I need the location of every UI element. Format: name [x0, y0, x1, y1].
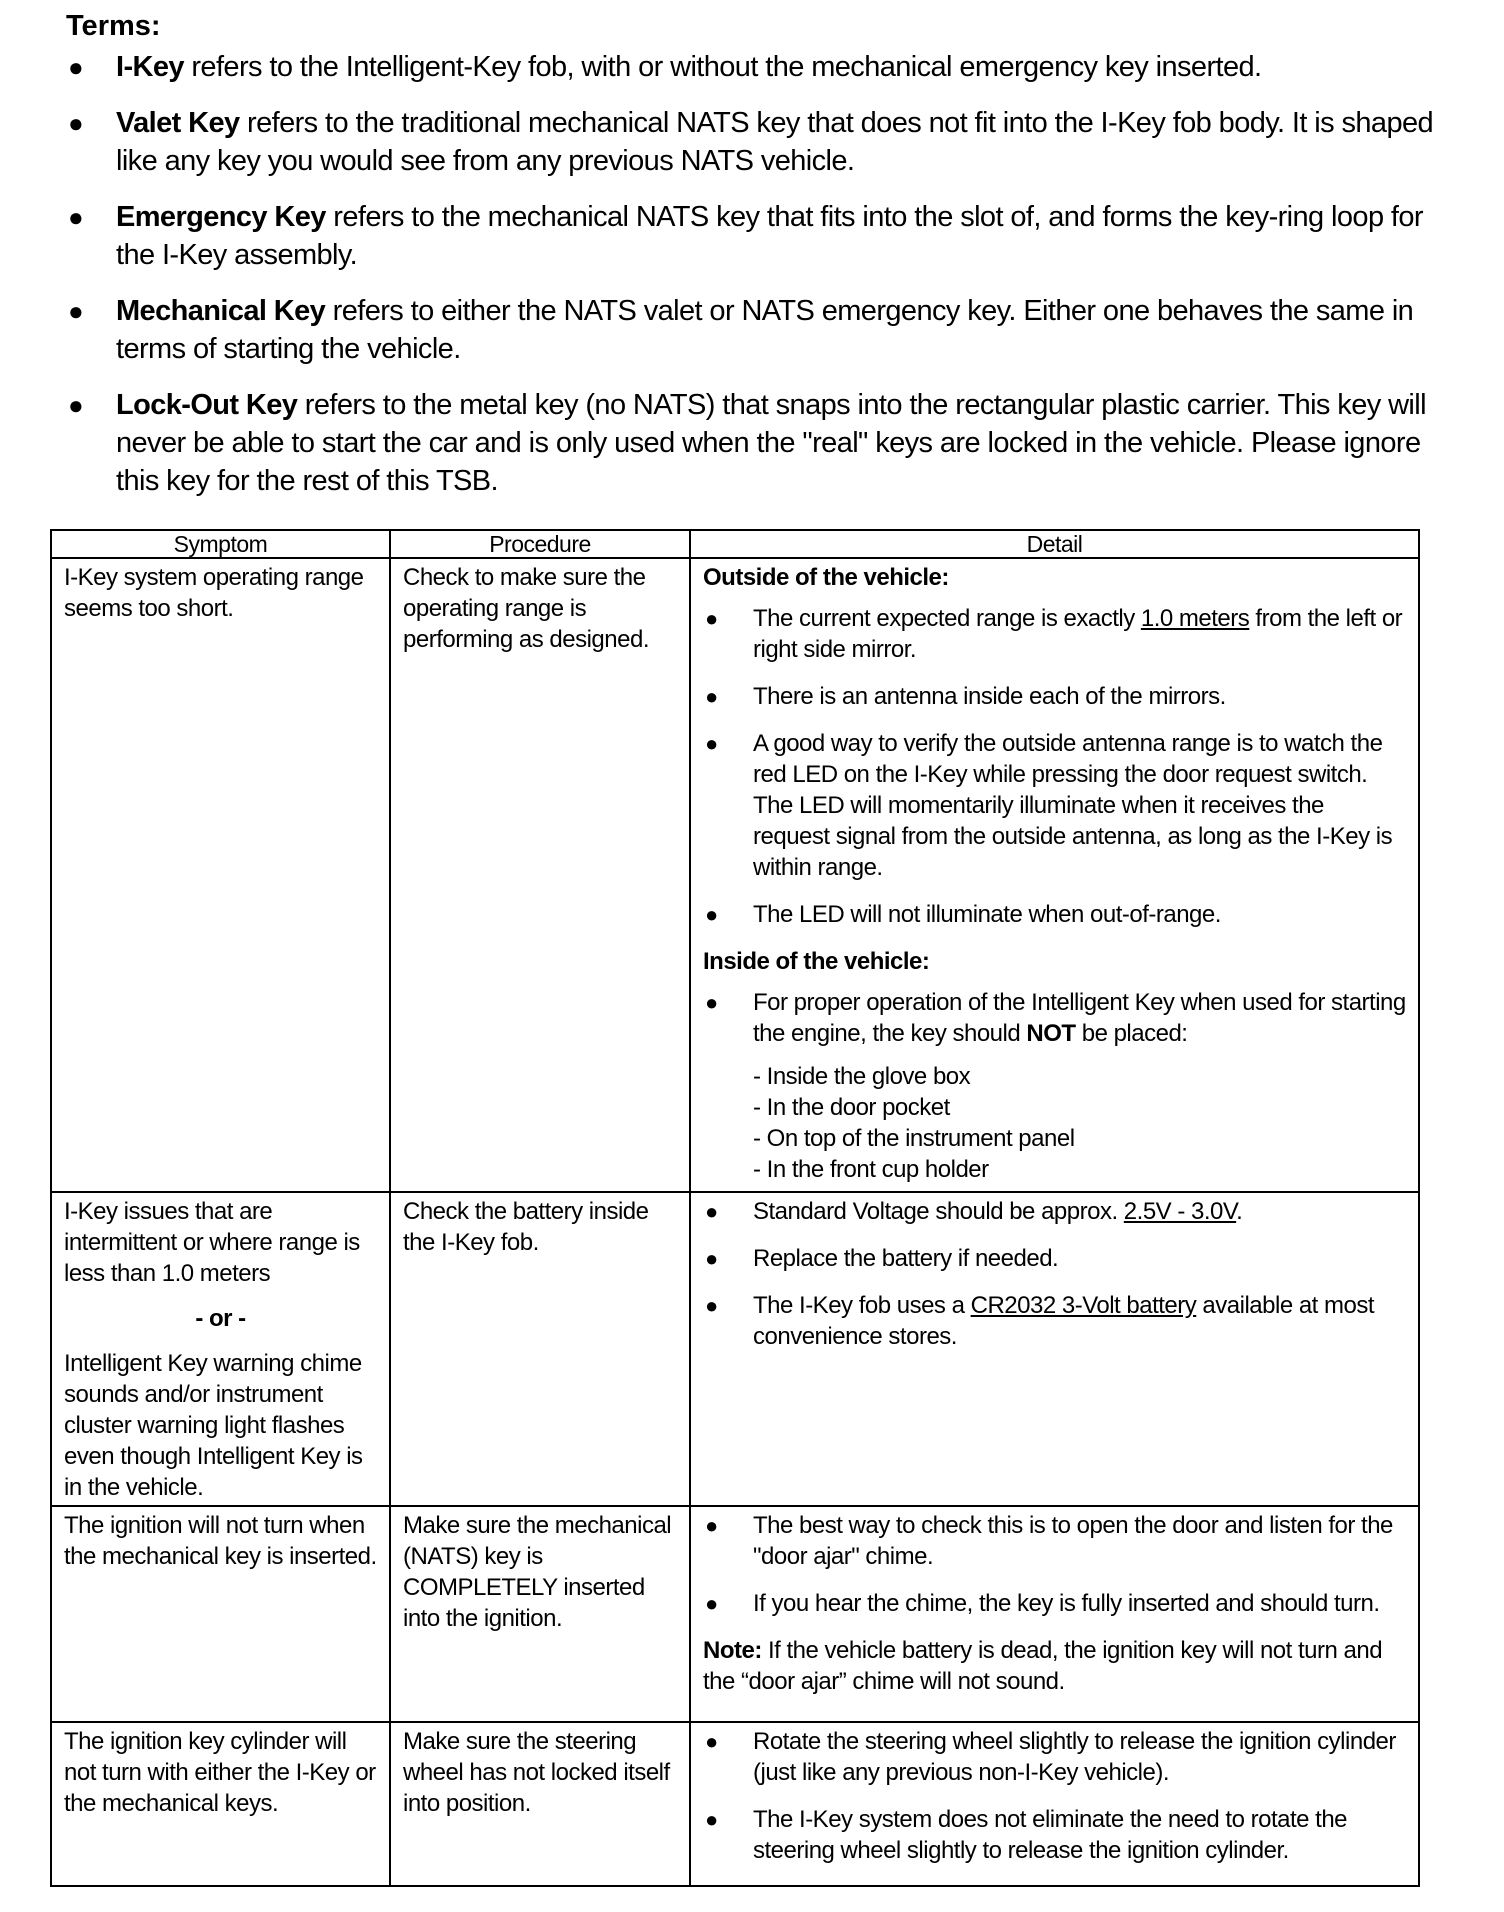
outside-heading: Outside of the vehicle: — [703, 564, 949, 591]
detail-cell — [690, 1192, 1419, 1506]
term-name: Mechanical Key — [116, 295, 326, 327]
item-text: For proper operation of the Intelligent Key when used for starting the engine, the key should — [753, 989, 1406, 1047]
bullet-icon: ● — [705, 1293, 718, 1318]
table-header-row — [51, 530, 1419, 558]
item-text: The I-Key system does not eliminate the need to rotate the steering wheel slightly to release the ignition cylinder. — [753, 1806, 1348, 1864]
procedure-text: Check the battery inside the I-Key fob. — [403, 1198, 649, 1256]
header-detail: Detail — [690, 530, 1419, 558]
bullet-icon: ● — [705, 1807, 718, 1832]
symptom-text: The ignition will not turn when the mechanical key is inserted. — [64, 1512, 377, 1570]
term-name: Emergency Key — [116, 201, 326, 233]
symptom-text: Intelligent Key warning chime sounds and/or instrument cluster warning light flashes even though Intelligent Key is in the vehicle. — [64, 1350, 363, 1501]
bullet-icon: ● — [705, 606, 718, 631]
terms-title: Terms: — [66, 10, 161, 42]
detail-cell — [690, 1722, 1419, 1886]
symptom-text: I-Key system operating range seems too short. — [64, 564, 364, 622]
detail-list — [703, 1510, 1406, 1619]
symptom-cell — [51, 1506, 390, 1722]
header-symptom: Symptom — [51, 530, 390, 558]
placement-line: - In the front cup holder — [753, 1156, 989, 1183]
detail-cell — [690, 558, 1419, 1192]
symptom-cell — [51, 558, 390, 1192]
outside-list — [703, 603, 1406, 930]
item-text: from the left or right side mirror. — [753, 605, 1403, 663]
list-item — [703, 1510, 1406, 1572]
bullet-icon: ● — [705, 1513, 718, 1538]
procedure-text: Check to make sure the operating range is performing as designed. — [403, 564, 649, 653]
note-text: If the vehicle battery is dead, the ignition key will not turn and the “door ajar” chime will not sound. — [703, 1637, 1383, 1695]
list-item — [703, 603, 1406, 665]
term-item-lockout-key — [66, 386, 1446, 500]
symptom-cell — [51, 1192, 390, 1506]
term-name: Valet Key — [116, 107, 240, 139]
bullet-icon: ● — [705, 1729, 718, 1754]
procedure-text: Make sure the steering wheel has not locked itself into position. — [403, 1728, 670, 1817]
table-row — [51, 1192, 1419, 1506]
detail-list — [703, 1196, 1406, 1352]
list-item — [703, 1588, 1406, 1619]
bullet-icon: ● — [705, 1199, 718, 1224]
item-text: A good way to verify the outside antenna range is to watch the red LED on the I-Key while pressing the door request switch. The LED will momentarily illuminate when it receives the request signal from the outside antenna, as long as the I-Key is within range. — [753, 730, 1393, 881]
term-name: I-Key — [116, 51, 184, 83]
item-text: . — [1236, 1198, 1243, 1225]
symptom-text: I-Key issues that are intermittent or where range is less than 1.0 meters — [64, 1198, 360, 1287]
procedure-cell — [390, 1192, 690, 1506]
troubleshooting-table — [50, 529, 1420, 1887]
underlined-value: 1.0 meters — [1140, 605, 1250, 632]
table-row — [51, 1722, 1419, 1886]
list-item — [703, 681, 1406, 712]
symptom-text: The ignition key cylinder will not turn with either the I-Key or the mechanical keys. — [64, 1728, 376, 1817]
term-name: Lock-Out Key — [116, 389, 298, 421]
term-definition: refers to the Intelligent-Key fob, with or without the mechanical emergency key inserted. — [183, 51, 1262, 83]
term-item-valet-key — [66, 104, 1446, 180]
inside-heading: Inside of the vehicle: — [703, 948, 930, 975]
item-text: If you hear the chime, the key is fully inserted and should turn. — [753, 1590, 1380, 1617]
bullet-icon: ● — [68, 52, 84, 82]
bullet-icon: ● — [68, 202, 84, 232]
term-definition: refers to the metal key (no NATS) that snaps into the rectangular plastic carrier. This key will never be able to start the car and is only used when the "real" keys are locked in the vehicle. Please ignore this key for the rest of this TSB. — [116, 389, 1426, 497]
detail-list — [703, 1726, 1406, 1866]
term-definition: refers to either the NATS valet or NATS emergency key. Either one behaves the same in terms of starting the vehicle. — [116, 295, 1414, 365]
item-text: available at most convenience stores. — [753, 1292, 1375, 1350]
bullet-icon: ● — [68, 296, 84, 326]
procedure-cell — [390, 1506, 690, 1722]
item-text: Standard Voltage should be approx. — [753, 1198, 1124, 1225]
underlined-value: CR2032 3-Volt battery — [970, 1292, 1197, 1319]
term-item-mechanical-key — [66, 292, 1446, 368]
bullet-icon: ● — [705, 731, 718, 756]
header-procedure: Procedure — [390, 530, 690, 558]
term-definition: refers to the mechanical NATS key that fits into the slot of, and forms the key-ring loop for the I-Key assembly. — [116, 201, 1423, 271]
procedure-cell — [390, 558, 690, 1192]
note — [703, 1635, 1406, 1697]
list-item — [703, 987, 1406, 1049]
bullet-icon: ● — [705, 1246, 718, 1271]
detail-cell — [690, 1506, 1419, 1722]
item-text: The I-Key fob uses a — [753, 1292, 971, 1319]
placement-line: - In the door pocket — [753, 1094, 950, 1121]
bullet-icon: ● — [68, 108, 84, 138]
item-text: The best way to check this is to open the door and listen for the "door ajar" chime. — [753, 1512, 1393, 1570]
inside-list — [703, 987, 1406, 1049]
bullet-icon: ● — [705, 990, 718, 1015]
list-item — [703, 899, 1406, 930]
list-item — [703, 1196, 1406, 1227]
terms-section — [66, 8, 1446, 518]
bullet-icon: ● — [705, 1591, 718, 1616]
item-text: There is an antenna inside each of the mirrors. — [753, 683, 1226, 710]
item-text: Replace the battery if needed. — [753, 1245, 1059, 1272]
note-label: Note: — [703, 1637, 762, 1664]
placement-line: - Inside the glove box — [753, 1063, 971, 1090]
terms-list — [66, 48, 1446, 500]
bullet-icon: ● — [705, 902, 718, 927]
list-item — [703, 728, 1406, 883]
bullet-icon: ● — [705, 684, 718, 709]
placement-lines — [703, 1061, 1406, 1185]
item-text: The LED will not illuminate when out-of-range. — [753, 901, 1221, 928]
bullet-icon: ● — [68, 390, 84, 420]
term-item-emergency-key — [66, 198, 1446, 274]
procedure-text: Make sure the mechanical (NATS) key is COMPLETELY inserted into the ignition. — [403, 1512, 672, 1632]
symptom-cell — [51, 1722, 390, 1886]
list-item — [703, 1290, 1406, 1352]
table-row — [51, 1506, 1419, 1722]
item-text: Rotate the steering wheel slightly to release the ignition cylinder (just like any previous non-I-Key vehicle). — [753, 1728, 1396, 1786]
underlined-value: 2.5V - 3.0V — [1123, 1198, 1237, 1225]
item-text: be placed: — [1075, 1020, 1188, 1047]
list-item — [703, 1243, 1406, 1274]
emphasis-text: NOT — [1026, 1020, 1076, 1047]
placement-line: - On top of the instrument panel — [753, 1125, 1075, 1152]
procedure-cell — [390, 1722, 690, 1886]
term-item-ikey — [66, 48, 1446, 86]
list-item — [703, 1726, 1406, 1788]
list-item — [703, 1804, 1406, 1866]
term-definition: refers to the traditional mechanical NATS key that does not fit into the I-Key fob body. It is shaped like any key you would see from any previous NATS vehicle. — [116, 107, 1434, 177]
or-separator: - or - — [195, 1305, 246, 1332]
item-text: The current expected range is exactly — [753, 605, 1141, 632]
table-row — [51, 558, 1419, 1192]
